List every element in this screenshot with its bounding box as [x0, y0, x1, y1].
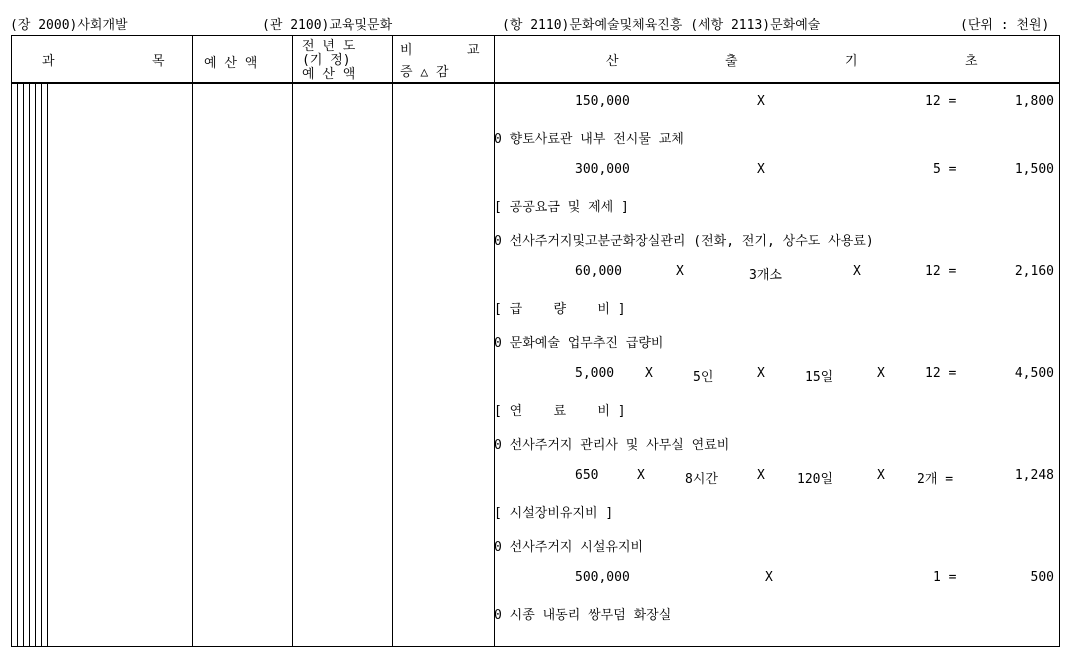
unit-label: (단위 : 천원)	[960, 18, 1050, 33]
amount: 1,248	[1014, 468, 1054, 483]
category-row: [ 공공요금 및 제세 ]	[494, 200, 629, 215]
hang-label: (항 2110)문화예술및체육진흥 (세항 2113)문화예술	[502, 18, 821, 33]
jang-label: (장 2000)사회개발	[10, 18, 128, 33]
gwan-label: (관 2100)교육및문화	[262, 18, 393, 33]
col-subject-a: 과	[42, 54, 55, 69]
item-row: 0 문화예술 업무추진 급량비	[494, 336, 664, 351]
col-basis-4: 초	[965, 54, 978, 69]
col-subject-b: 목	[152, 54, 165, 69]
col-compare-a: 비	[400, 43, 413, 58]
item-row: 0 선사주거지및고분군화장실관리 (전화, 전기, 상수도 사용료)	[494, 234, 874, 249]
col-basis-3: 기	[845, 54, 858, 69]
item-row: 0 선사주거지 시설유지비	[494, 540, 644, 555]
calc-row: 650 X 8시간 X 120일 X 2개 = 1,248	[575, 468, 1054, 487]
header-separator	[12, 82, 1059, 84]
category-row: [ 연 료 비 ]	[494, 404, 626, 419]
category-row: [ 시설장비유지비 ]	[494, 506, 614, 521]
col-compare-b: 교	[467, 43, 480, 58]
amount: 1,800	[1014, 94, 1054, 109]
amount: 1,500	[1014, 162, 1054, 177]
calc-row: 60,000 X 3개소 X 12 = 2,160	[575, 264, 1054, 283]
col-prev-line2: (기 정)	[302, 53, 351, 68]
calc-row: 300,000 X 5 = 1,500	[575, 162, 1054, 177]
col-prev-line3: 예 산 액	[302, 67, 356, 82]
amount: 500	[1030, 570, 1054, 585]
col-budget: 예 산 액	[204, 56, 258, 71]
calc-row: 500,000 X 1 = 500	[575, 570, 1054, 585]
item-row: 0 향토사료관 내부 전시물 교체	[494, 132, 684, 147]
col-prev-line1: 전 년 도	[302, 39, 356, 54]
calc-row: 150,000 X 12 = 1,800	[575, 94, 1054, 109]
calc-row: 5,000 X 5인 X 15일 X 12 = 4,500	[575, 366, 1054, 385]
col-basis-2: 출	[725, 54, 738, 69]
col-compare-diff: 증 △ 감	[400, 65, 449, 80]
amount: 2,160	[1014, 264, 1054, 279]
item-row: 0 시종 내동리 쌍무덤 화장실	[494, 608, 672, 623]
item-row: 0 선사주거지 관리사 및 사무실 연료비	[494, 438, 730, 453]
col-basis-1: 산	[606, 54, 619, 69]
category-row: [ 급 량 비 ]	[494, 302, 626, 317]
amount: 4,500	[1014, 366, 1054, 381]
